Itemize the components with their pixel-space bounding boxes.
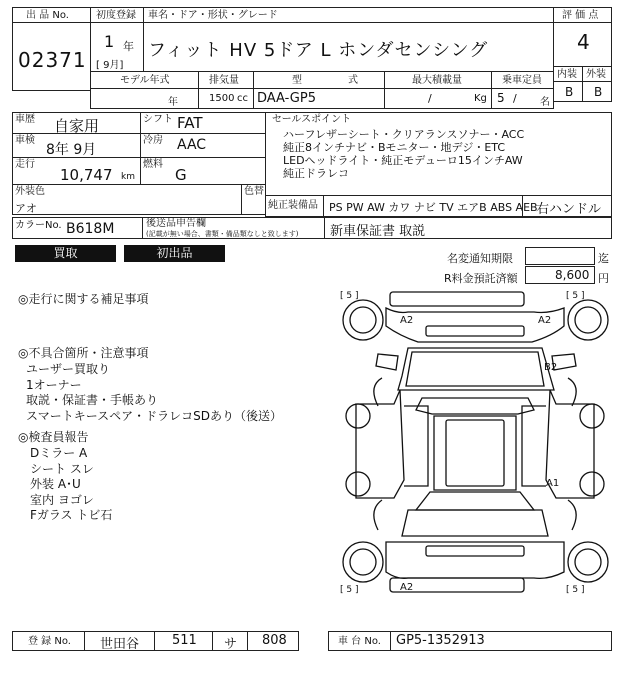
left-mirror xyxy=(376,354,398,370)
equipment-label: 純正装備品 xyxy=(268,200,318,211)
fuel-label: 燃料 xyxy=(143,159,163,170)
reg-class: 511 xyxy=(172,633,197,648)
capacity-label: 乗車定員 xyxy=(502,75,542,86)
type-value: DAA-GP5 xyxy=(257,91,316,106)
capacity-sep: / xyxy=(513,92,517,105)
history-value: 自家用 xyxy=(54,117,100,135)
max-load-value: / xyxy=(428,92,432,105)
name-change-box xyxy=(525,247,595,265)
first-reg-year: 1 xyxy=(104,32,115,51)
inspector-note-line: Fガラス トビ石 xyxy=(30,508,113,522)
max-load-label: 最大積載量 xyxy=(412,75,462,86)
recycle-unit: 円 xyxy=(598,272,609,285)
front-left-wheel xyxy=(343,300,383,340)
ext-color-value: アオ xyxy=(15,202,37,215)
windshield xyxy=(416,398,534,414)
exterior-grade: B xyxy=(594,85,603,99)
sales-point-line: 純正8インチナビ・Bモニター・地デジ・ETC xyxy=(283,141,506,154)
inspection-label: 車検 xyxy=(15,135,35,146)
capacity-unit: 名 xyxy=(540,97,550,108)
defect-notes-list xyxy=(26,362,282,424)
interior-grade: B xyxy=(565,85,574,99)
front-right-wheel xyxy=(568,300,608,340)
inspector-notes-list xyxy=(30,446,112,524)
inspector-header: ◎検査員報告 xyxy=(18,430,89,444)
model-year-unit: 年 xyxy=(168,97,178,108)
rear-left-wheel xyxy=(343,542,383,582)
left-side xyxy=(356,390,404,498)
car-name: フィット HV 5ドア L ホンダセンシング xyxy=(148,40,489,61)
ac-value: AAC xyxy=(177,137,207,153)
front-grille xyxy=(426,326,524,336)
grade-label: 評 価 点 xyxy=(562,10,599,21)
sales-points-label: セールスポイント xyxy=(272,114,352,125)
rear-window xyxy=(416,492,534,510)
equipment-items: PS PW AW カワ ナビ TV エアB ABS AEB xyxy=(329,201,538,214)
sales-point-line: ハーフレザーシート・クリアランスソナー・ACC xyxy=(283,128,525,141)
sales-point-line: LEDヘッドライト・純正モデューロ15インチAW xyxy=(283,154,523,167)
tire-bottom-right: [ 5 ] xyxy=(566,585,585,595)
right-door xyxy=(522,406,546,486)
damage-mark-rear: A2 xyxy=(400,582,414,593)
name-change-label: 名変通知期限 xyxy=(447,252,513,265)
sales-point-line: 純正ドラレコ xyxy=(283,167,349,180)
defect-note-line: 取説・保証書・手帳あり xyxy=(26,393,159,407)
car-name-label: 車名・ドア・形状・グレード xyxy=(148,10,278,21)
interior-label: 内装 xyxy=(557,69,577,80)
first-reg-month: [ 9月] xyxy=(96,60,124,71)
tire-top-left: [ 5 ] xyxy=(340,291,359,301)
displacement-unit: cc xyxy=(237,93,248,104)
recycle-label: R料金預託済額 xyxy=(444,272,518,285)
defect-notes-header: ◎不具合箇所・注意事項 xyxy=(18,346,149,360)
displacement-value: 1500 xyxy=(209,93,235,104)
mileage-unit: km xyxy=(121,172,135,182)
defect-note-line: ユーザー買取り xyxy=(26,362,111,376)
color-code-label: カラーNo. xyxy=(15,220,62,231)
inspector-note-line: 外装 A･U xyxy=(30,477,81,491)
after-label: 後送品申告欄 xyxy=(146,218,206,229)
buy-bar: 買取 xyxy=(15,245,116,262)
ext-color-label: 外装色 xyxy=(15,186,45,197)
exterior-label: 外装 xyxy=(586,69,606,80)
sales-points-list xyxy=(283,128,524,180)
displacement-label: 排気量 xyxy=(209,75,239,86)
damage-mark-front-left: A2 xyxy=(400,315,414,326)
max-load-unit: Kg xyxy=(474,93,487,104)
steering-value: 右ハンドル xyxy=(536,202,602,217)
type-label: 型 式 xyxy=(292,75,362,86)
inspection-value: 8年 9月 xyxy=(46,142,97,158)
body-front xyxy=(398,348,554,390)
shift-label: シフト xyxy=(143,114,173,125)
tire-top-right: [ 5 ] xyxy=(566,291,585,301)
damage-mark-front-right: A2 xyxy=(538,315,552,326)
defect-note-line: 1オーナー xyxy=(26,377,82,392)
after-sublabel: (記載が無い場合、書類・備品類なしと致します) xyxy=(146,230,299,238)
lot-label: 出 品 No. xyxy=(26,10,69,21)
warranty-value: 新車保証書 取説 xyxy=(330,224,426,239)
damage-mark-right-front: B2 xyxy=(544,362,558,373)
inspector-note-line: 室内 ヨゴレ xyxy=(30,492,94,507)
reg-label: 登 録 No. xyxy=(28,636,71,647)
color-change-label: 色替 xyxy=(244,186,264,197)
history-label: 車歴 xyxy=(15,114,35,125)
defect-note-line: スマートキースペア・ドラレコSDあり（後送） xyxy=(26,408,283,423)
seller-bar: 初出品 xyxy=(124,245,225,262)
recycle-value: 8,600 xyxy=(555,268,590,282)
car-diagram xyxy=(338,286,612,606)
mileage-value: 10,747 xyxy=(60,166,113,184)
rear-right-wheel xyxy=(568,542,608,582)
mileage-label: 走行 xyxy=(15,159,35,170)
first-reg-year-unit: 年 xyxy=(123,40,134,53)
front-bumper xyxy=(390,292,524,306)
rear-body xyxy=(386,542,564,578)
ac-label: 冷房 xyxy=(143,135,163,146)
shift-value: FAT xyxy=(177,114,203,132)
reg-kana: サ xyxy=(224,637,238,652)
damage-mark-right-side: A1 xyxy=(546,478,560,489)
inspector-note-line: Dミラー A xyxy=(30,446,88,460)
first-reg-label: 初度登録 xyxy=(96,10,136,21)
inspector-note-line: シート スレ xyxy=(30,461,94,476)
chassis-value: GP5-1352913 xyxy=(396,633,485,648)
right-front-arch xyxy=(568,378,576,406)
grade-value: 4 xyxy=(577,30,590,54)
fuel-value: G xyxy=(175,166,187,184)
capacity-value: 5 xyxy=(497,91,505,105)
chassis-label: 車 台 No. xyxy=(338,636,381,647)
reg-number: 808 xyxy=(262,633,287,648)
color-code-value: B618M xyxy=(66,221,115,237)
name-change-unit: 迄 xyxy=(598,252,609,265)
tire-bottom-left: [ 5 ] xyxy=(340,585,359,595)
lot-number: 02371 xyxy=(18,48,87,72)
rear-hatch xyxy=(402,510,548,536)
driving-notes-header: ◎走行に関する補足事項 xyxy=(18,292,149,306)
model-year-label: モデル年式 xyxy=(120,75,170,86)
left-front-arch xyxy=(374,378,382,406)
left-door xyxy=(404,406,428,486)
rear-plate xyxy=(426,546,524,556)
reg-area: 世田谷 xyxy=(100,637,140,652)
details-box xyxy=(12,112,266,215)
